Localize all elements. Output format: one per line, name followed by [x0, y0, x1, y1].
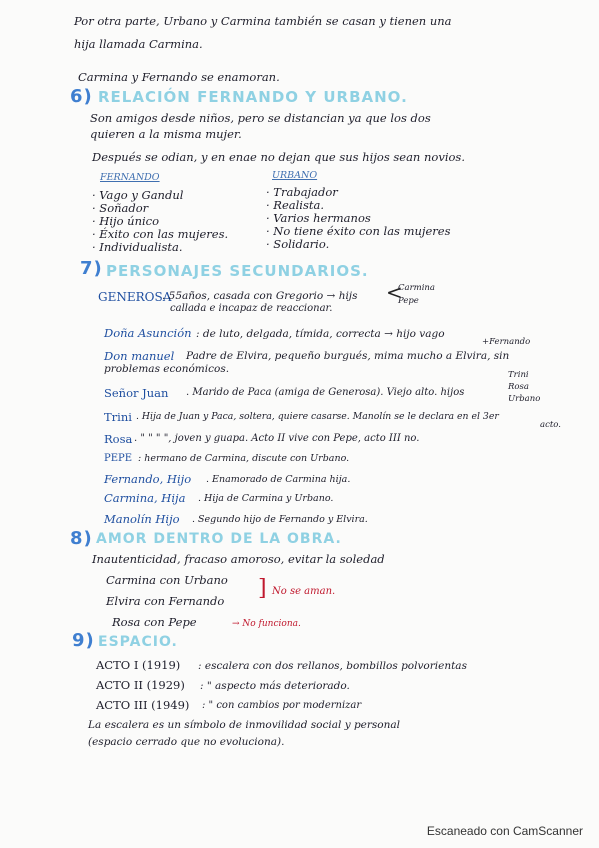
section-8-number: 8): [70, 528, 93, 549]
s9-para-2: (espacio cerrado que no evoluciona).: [88, 736, 285, 748]
asuncion-text: : de luto, delgada, tímida, correcta → hijo vago: [196, 328, 445, 340]
trini-name: Trini: [104, 410, 132, 424]
juan-kid: Urbano: [508, 394, 541, 404]
love-pair: Elvira con Fernando: [106, 594, 225, 608]
intro-line-2: hija llamada Carmina.: [74, 37, 203, 51]
rosa-text: . " " " ", joven y guapa. Acto II vive con Pepe, acto III no.: [134, 433, 420, 444]
acto-1-label: ACTO I (1919): [96, 658, 181, 672]
generosa-name: GENEROSA: [98, 290, 172, 304]
fernando-trait: · Éxito con las mujeres.: [92, 227, 229, 241]
acto-2-label: ACTO II (1929): [96, 678, 185, 692]
acto-3-label: ACTO III (1949): [96, 698, 190, 712]
generosa-text: . 55años, casada con Gregorio → hijs: [162, 290, 358, 302]
fernando-trait: · Vago y Gandul: [92, 188, 184, 202]
section-6-number: 6): [70, 86, 93, 107]
trini-sup: acto.: [540, 420, 561, 430]
s6-para-1: Son amigos desde niños, pero se distancian ya que los dos: [90, 111, 431, 125]
acto-1-text: : escalera con dos rellanos, bombillos polvorientas: [198, 660, 467, 672]
love-pair: Rosa con Pepe: [112, 615, 197, 629]
section-8-title: AMOR DENTRO DE LA OBRA.: [96, 531, 342, 547]
intro-line-3: Carmina y Fernando se enamoran.: [78, 70, 280, 84]
asuncion-name: Doña Asunción: [104, 326, 192, 340]
no-se-aman-note: No se aman.: [272, 586, 336, 597]
carmina-hija-name: Carmina, Hija: [104, 491, 186, 505]
bracket: ]: [258, 576, 267, 601]
urbano-trait: · No tiene éxito con las mujeres: [266, 224, 451, 238]
manolin-name: Manolín Hijo: [104, 512, 180, 526]
fernando-hijo-text: . Enamorado de Carmina hija.: [206, 474, 351, 485]
section-9-title: ESPACIO.: [98, 634, 178, 650]
juan-kid: Rosa: [508, 382, 529, 392]
intro-line-1: Por otra parte, Urbano y Carmina también se casan y tienen una: [74, 14, 452, 28]
s8-para-1: Inautenticidad, fracaso amoroso, evitar la soledad: [92, 552, 385, 566]
fernando-trait: · Individualista.: [92, 240, 183, 254]
fernando-trait: · Soñador: [92, 201, 149, 215]
urbano-trait: · Trabajador: [266, 185, 338, 199]
carmina-hija-text: . Hija de Carmina y Urbano.: [198, 493, 334, 504]
generosa-kid-2: Pepe: [398, 296, 419, 306]
manuel-line-2: problemas económicos.: [104, 363, 230, 375]
no-funciona-note: → No funciona.: [232, 619, 301, 629]
urbano-column-head: URBANO: [272, 170, 318, 181]
love-pair: Carmina con Urbano: [106, 573, 228, 587]
juan-text: . Marido de Paca (amiga de Generosa). Viejo alto. hijos: [186, 387, 465, 398]
manuel-name: Don manuel: [104, 349, 175, 363]
urbano-trait: · Varios hermanos: [266, 211, 371, 225]
urbano-trait: · Realista.: [266, 198, 325, 212]
scanner-watermark: Escaneado con CamScanner: [426, 824, 583, 838]
juan-name: Señor Juan: [104, 386, 169, 400]
fernando-hijo-name: Fernando, Hijo: [104, 472, 192, 486]
s6-para-2: quieren a la misma mujer.: [90, 127, 242, 141]
section-7-number: 7): [80, 258, 103, 279]
generosa-line-2: callada e incapaz de reaccionar.: [170, 303, 333, 314]
section-7-title: PERSONAJES SECUNDARIOS.: [106, 262, 369, 280]
fernando-trait: · Hijo único: [92, 214, 160, 228]
pepe-name: PEPE: [104, 453, 133, 464]
fernando-column-head: FERNANDO: [100, 172, 160, 183]
section-6-title: RELACIÓN FERNANDO Y URBANO.: [98, 88, 408, 106]
manolin-text: . Segundo hijo de Fernando y Elvira.: [192, 514, 368, 525]
pepe-text: : hermano de Carmina, discute con Urbano.: [138, 453, 350, 464]
rosa-name: Rosa: [104, 432, 133, 446]
section-9-number: 9): [72, 630, 95, 651]
urbano-trait: · Solidario.: [266, 237, 330, 251]
generosa-kid-1: Carmina: [398, 283, 435, 293]
juan-kid: Trini: [508, 370, 529, 380]
brace: <: [386, 280, 403, 304]
trini-text: . Hija de Juan y Paca, soltera, quiere casarse. Manolín se le declara en el 3er: [136, 411, 499, 422]
s6-para-3: Después se odian, y en enae no dejan que sus hijos sean novios.: [92, 150, 465, 164]
acto-2-text: : " aspecto más deteriorado.: [200, 680, 350, 692]
s9-para-1: La escalera es un símbolo de inmovilidad social y personal: [88, 719, 401, 731]
acto-3-text: : " con cambios por modernizar: [202, 700, 362, 711]
asuncion-sup: +Fernando: [482, 337, 531, 347]
manuel-text: Padre de Elvira, pequeño burgués, mima mucho a Elvira, sin: [186, 350, 510, 362]
